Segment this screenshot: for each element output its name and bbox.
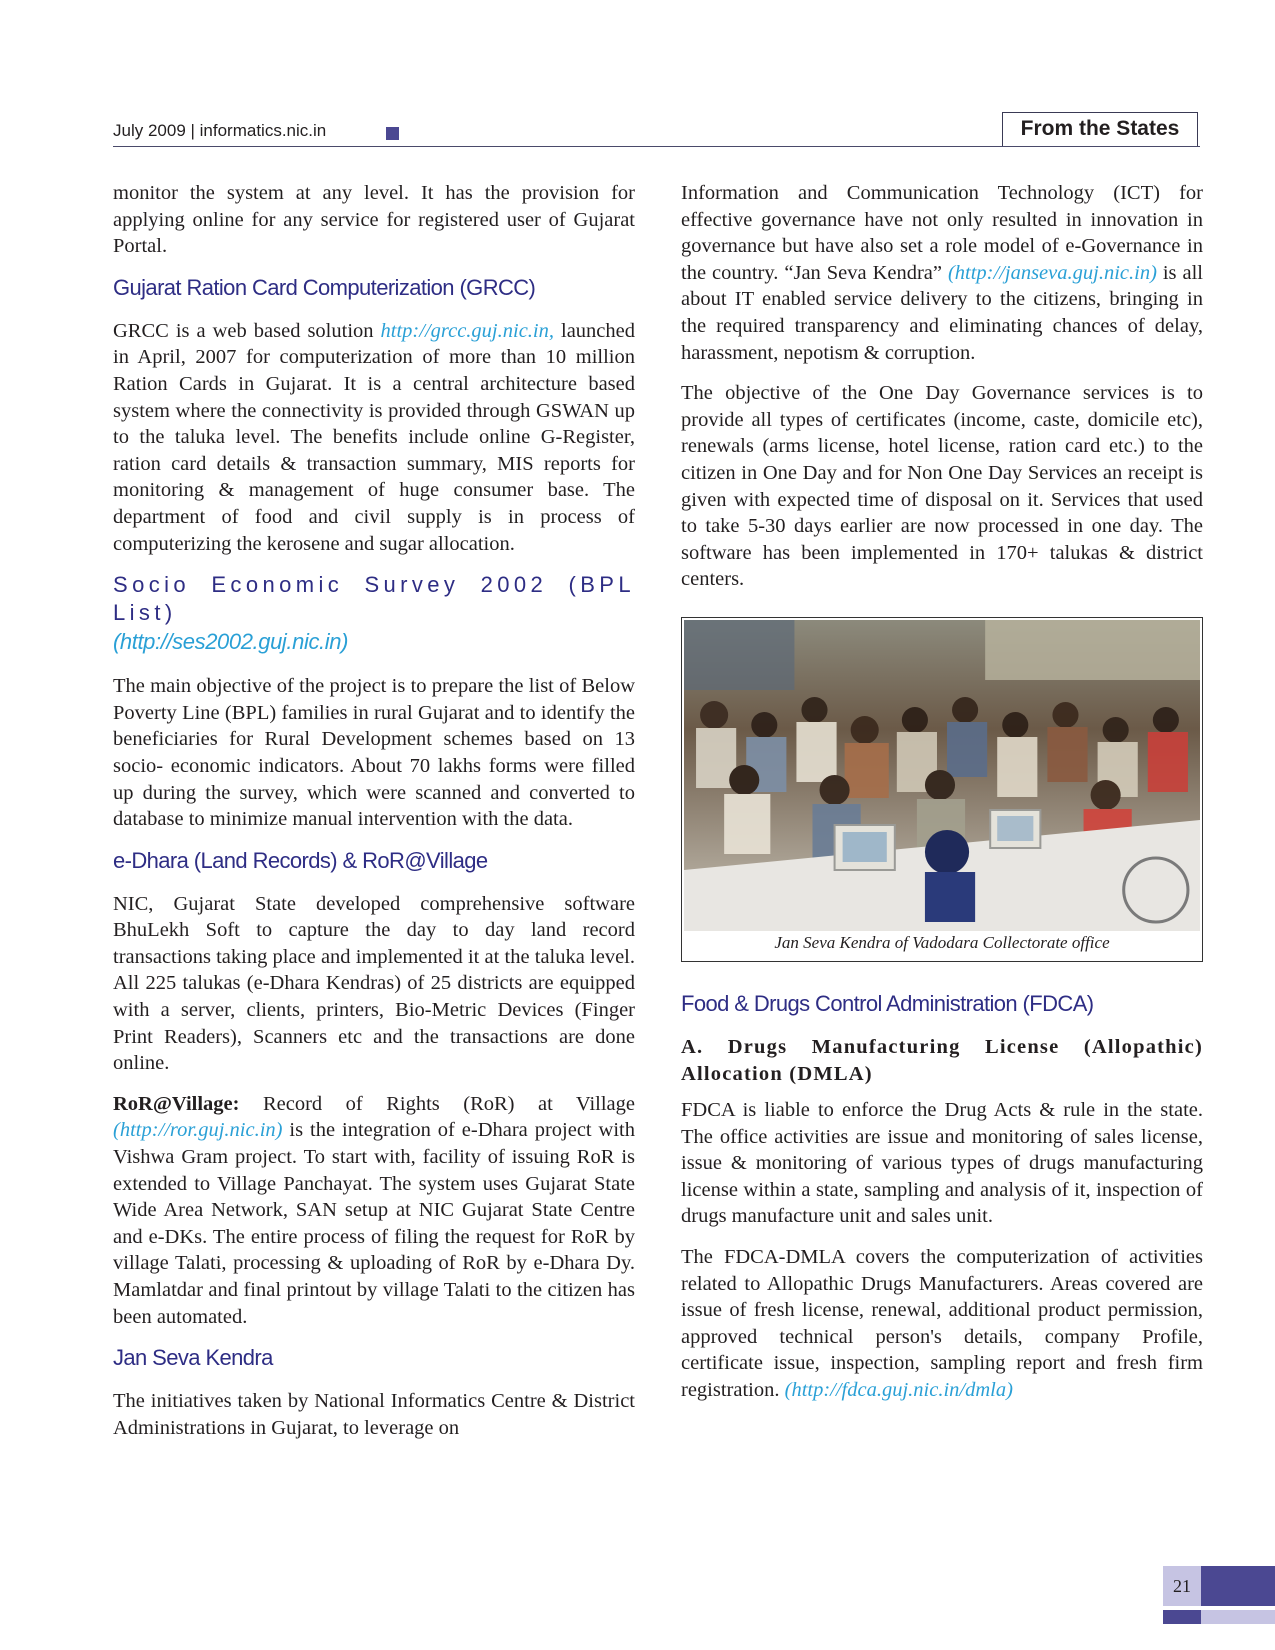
- figure-caption: Jan Seva Kendra of Vadodara Collectorate office: [774, 932, 1110, 952]
- header-meta: July 2009 | informatics.nic.in: [113, 121, 327, 140]
- one-day-governance-paragraph: The objective of the One Day Governance services is to provide all types of certificates (income, caste, domicile etc), renewals (arms license, hotel license, ration card etc.) to the citizen in One Day and for Non One Day Services an receipt is given with expected time of disposal on it. Services that used to take 5-30 days earlier are now processed in one day. The software has been implemented in 170+ talukas & district centers.: [681, 382, 1203, 591]
- jan-seva-kendra-figure: [681, 617, 1203, 962]
- ror-paragraph: [113, 1091, 635, 1330]
- dmla-paragraph: [681, 1244, 1203, 1404]
- ror-link[interactable]: (http://ror.guj.nic.in): [113, 1119, 283, 1142]
- left-column: [113, 180, 635, 1455]
- dmla-subheading: A. Drugs Manufacturing License (Allopathic) Allocation (DMLA): [681, 1035, 1203, 1085]
- grcc-text-post: launched in April, 2007 for computerization of more than 10 million Ration Cards in Gujarat. It is a central architecture based system where the connectivity is provided through GSWAN up to the taluka level. The benefits include online G-Register, ration card details & transaction summary, MIS reports for monitoring & management of huge consumer base. The department of food and civil supply is in process of computerizing the kerosene and sugar allocation.: [113, 319, 635, 555]
- fdca-paragraph: FDCA is liable to enforce the Drug Acts & rule in the state. The office activities are issue and monitoring of sales license, issue & monitoring of various types of drugs manufacturing license within a state, sampling and analysis of it, inspection of drugs manufacture unit and sales unit.: [681, 1099, 1203, 1228]
- footer-decoration-block: [1201, 1566, 1275, 1606]
- fdca-heading: Food & Drugs Control Administration (FDCA): [681, 990, 1094, 1016]
- footer-decoration-block: [1163, 1610, 1201, 1624]
- edhara-heading: e-Dhara (Land Records) & RoR@Village: [113, 847, 488, 873]
- page-number: 21: [1163, 1566, 1201, 1606]
- ror-text-post: is the integration of e-Dhara project with Vishwa Gram project. To start with, facility of issuing RoR is extended to Village Panchayat. The system uses Gujarat State Wide Area Network, SAN setup at NIC Gujarat State Centre and e-DKs. The entire process of filing the request for RoR by village Talati, processing & uploading of RoR by e-Dhara Dy. Mamlatdar and final printout by village Talati to the citizen has been automated.: [113, 1119, 635, 1328]
- jsk-text-pre: Information and Communication Technology (ICT) for effective governance have not only resulted in innovation in governance but have also set a role model of e-Governance in the country. “Jan Seva Kendra”: [681, 182, 1203, 284]
- section-title: From the States: [1002, 112, 1198, 146]
- ses-paragraph: The main objective of the project is to prepare the list of Below Poverty Line (BPL) families in rural Gujarat and to identify the beneficiaries for Rural Development schemes based on 13 socio- economic indicators. About 70 lakhs forms were filled up during the survey, which were scanned and converted to database to minimize manual intervention with the data.: [113, 675, 635, 831]
- jsk-paragraph: The initiatives taken by National Informatics Centre & District Administrations in Gujarat, to leverage on: [113, 1390, 635, 1439]
- footer-decoration-block: [1201, 1610, 1275, 1624]
- ses-heading: Socio Economic Survey 2002 (BPL List): [113, 572, 635, 626]
- jsk-continued-paragraph: [681, 180, 1203, 366]
- ses-link[interactable]: (http://ses2002.guj.nic.in): [113, 629, 349, 655]
- grcc-link[interactable]: http://grcc.guj.nic.in,: [380, 319, 554, 342]
- edhara-paragraph: NIC, Gujarat State developed comprehensive software BhuLekh Soft to capture the day to day land record transactions taking place and implemented it at the taluka level. All 225 talukas (e-Dhara Kendras) of 25 districts are equipped with a server, clients, printers, Bio-Metric Devices (Finger Print Readers), Scanners etc and the transactions are done online.: [113, 892, 635, 1075]
- jan-seva-kendra-photo: [684, 620, 1200, 931]
- crowd-photo-illustration: [684, 620, 1200, 931]
- header-rule: [113, 146, 1200, 147]
- grcc-text-pre: GRCC is a web based solution: [113, 319, 381, 342]
- intro-paragraph: monitor the system at any level. It has the provision for applying online for any service for registered user of Gujarat Portal.: [113, 182, 635, 258]
- dmla-text: The FDCA-DMLA covers the computerization of activities related to Allopathic Drugs Manufacturers. Areas covered are issue of fresh license, renewal, additional product permission, approved technical person's details, company Profile, certificate issue, inspection, sampling report and fresh firm registration.: [681, 1246, 1203, 1402]
- ror-bold-label: RoR@Village:: [113, 1092, 240, 1115]
- jsk-heading: Jan Seva Kendra: [113, 1345, 273, 1371]
- dmla-link[interactable]: (http://fdca.guj.nic.in/dmla): [784, 1379, 1013, 1402]
- janseva-link[interactable]: (http://janseva.guj.nic.in): [947, 261, 1157, 284]
- grcc-heading: Gujarat Ration Card Computerization (GRCC): [113, 274, 536, 300]
- ror-text-pre: Record of Rights (RoR) at Village: [239, 1092, 635, 1115]
- right-column: [681, 180, 1203, 1418]
- header-square-marker: [386, 127, 399, 140]
- grcc-paragraph: [113, 318, 635, 557]
- jsk-text-post: is all about IT enabled service delivery to the citizens, bringing in the required transparency and eliminating chances of delay, harassment, nepotism & corruption.: [681, 261, 1203, 364]
